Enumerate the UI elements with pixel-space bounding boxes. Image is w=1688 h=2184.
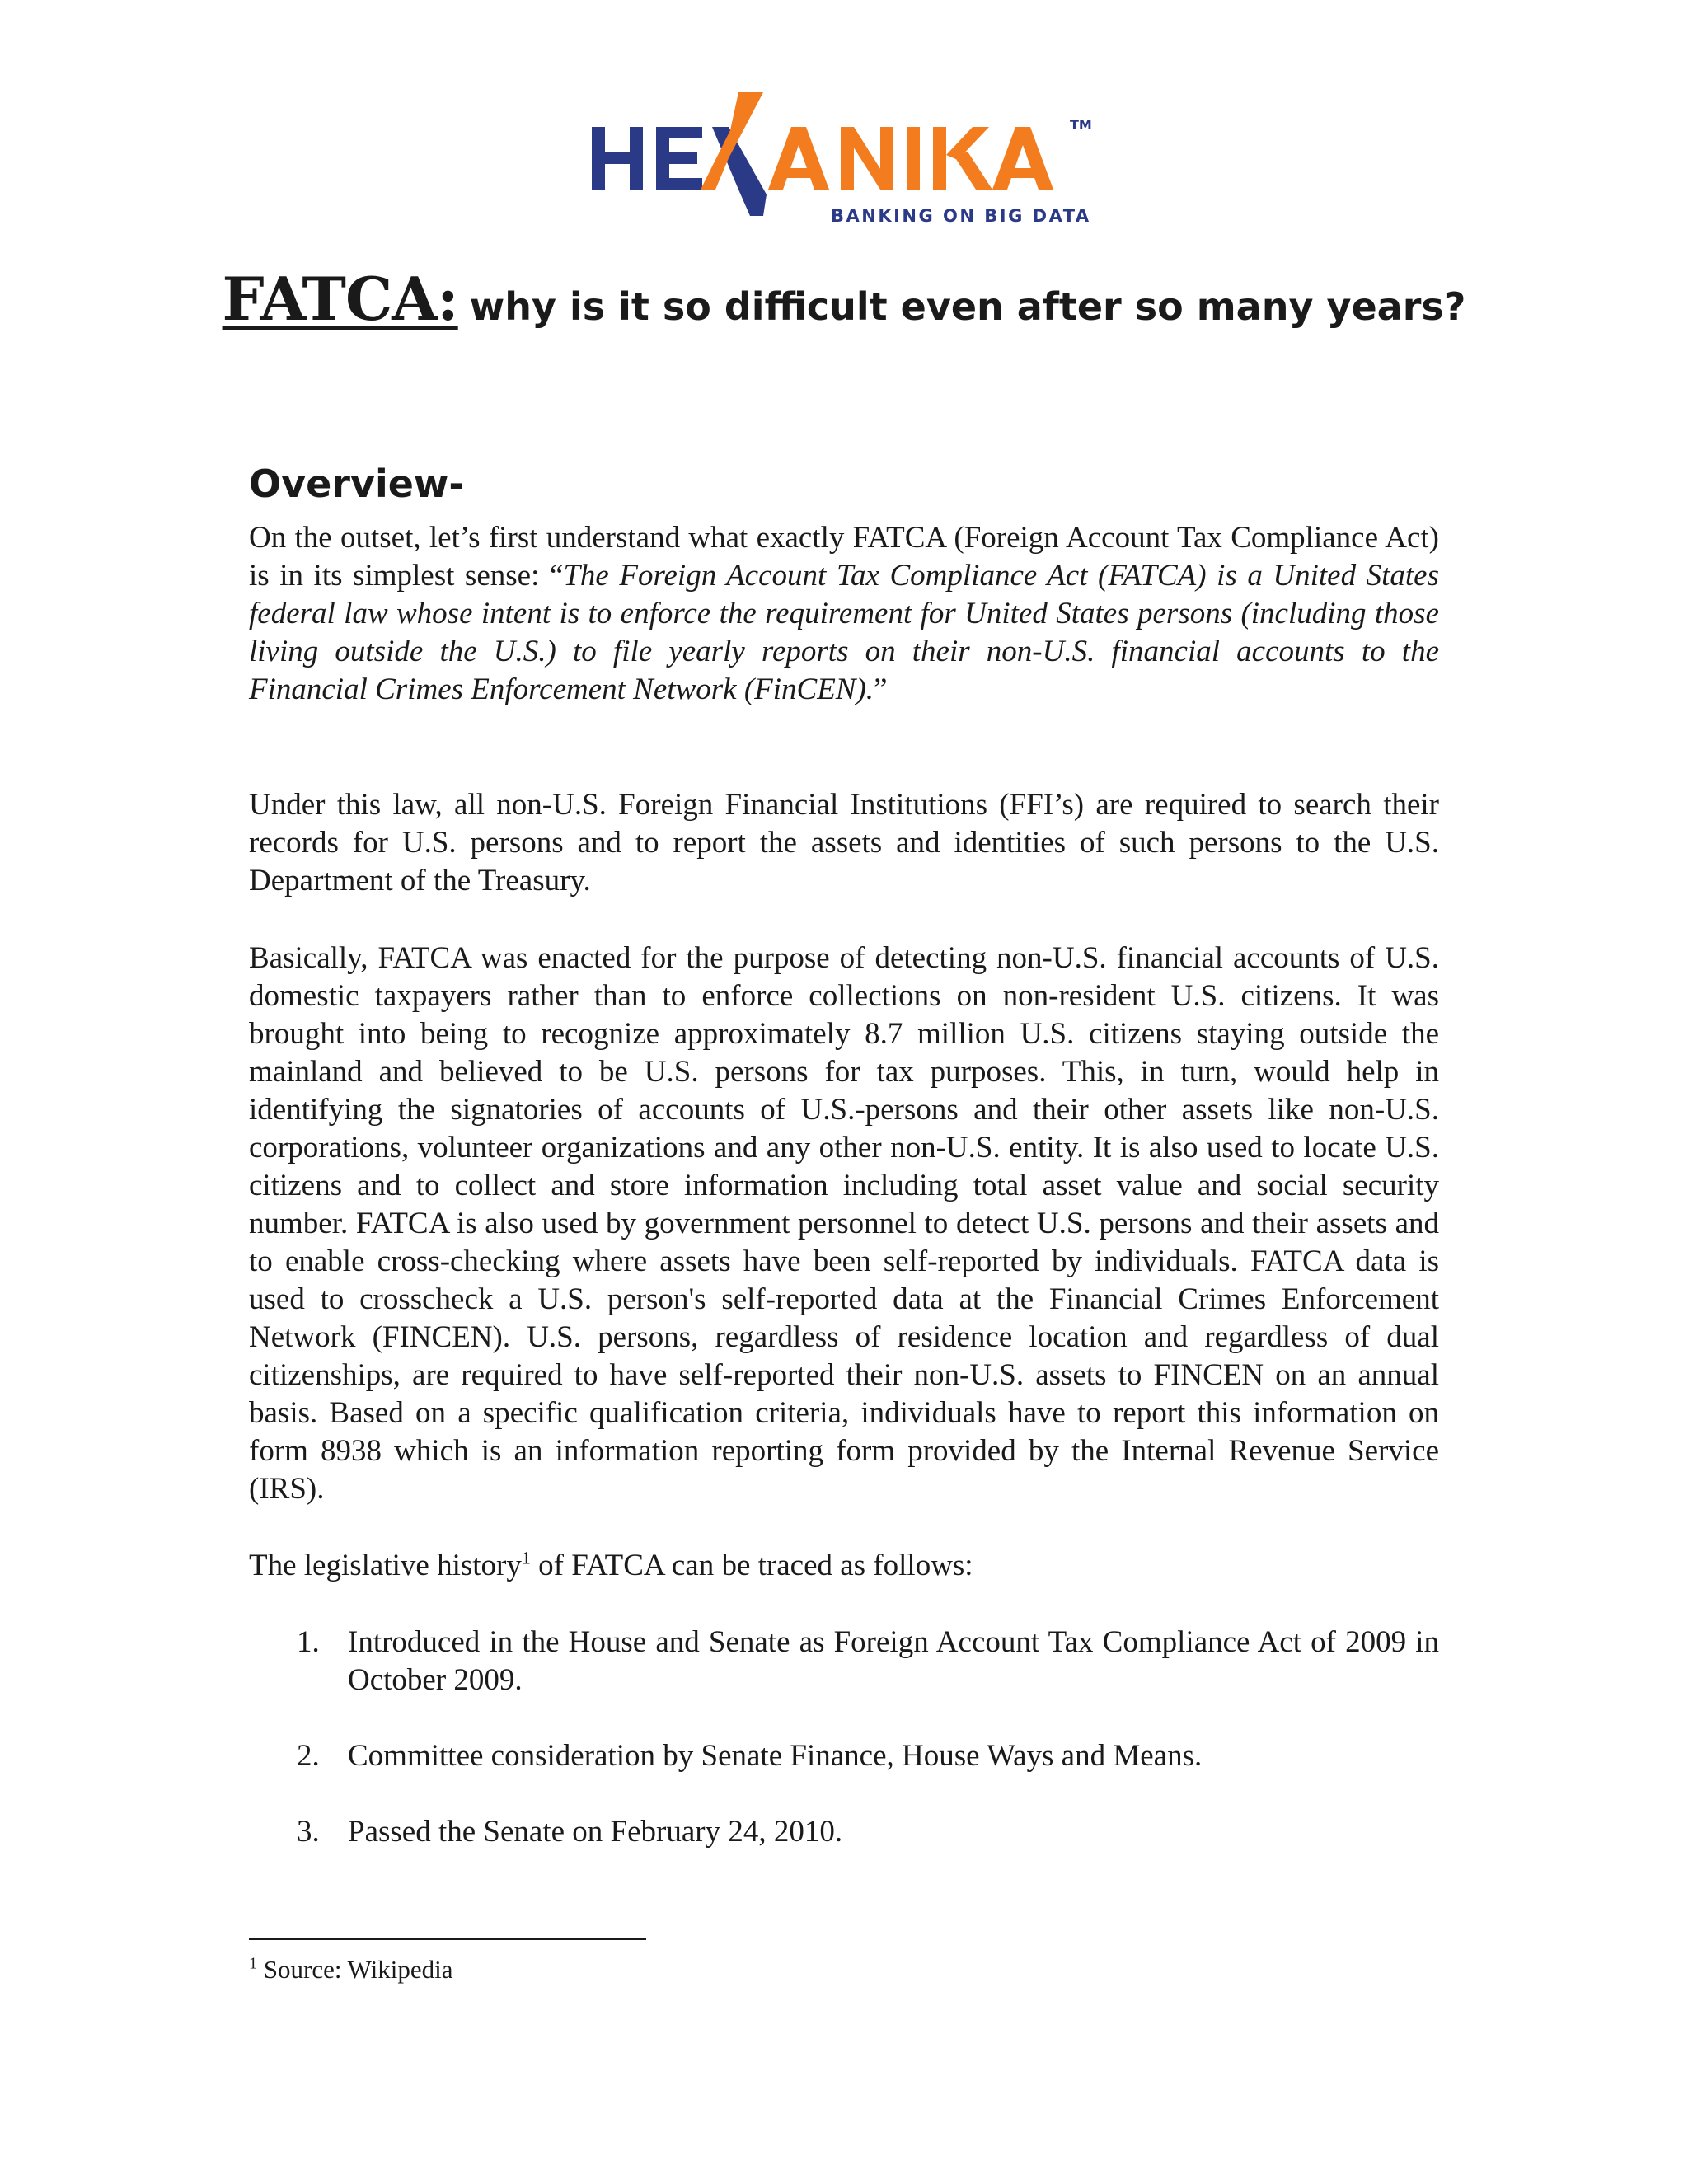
p1-quote: The Foreign Account Tax Compliance Act (FATCA) is a United States federal law whose intent is to enforce the requirement for United States persons (including those living outside the U.S.) to file yearly reports on their non-U.S. financial accounts to the Financial Crimes Enforcement Network (FinCEN). — [249, 559, 1440, 706]
footnote-text: Source: Wikipedia — [263, 1955, 453, 1984]
overview-paragraph-1 — [249, 519, 1439, 709]
footnote-divider — [249, 1938, 646, 1940]
p4-before: The legislative history — [249, 1549, 522, 1582]
p1-close: ” — [874, 673, 888, 706]
list-item-number: 1. — [297, 1625, 320, 1659]
list-item-number: 2. — [297, 1739, 320, 1773]
overview-heading: Overview- — [249, 462, 465, 506]
list-item-text: Passed the Senate on February 24, 2010. — [348, 1815, 843, 1849]
list-item — [249, 1813, 1439, 1851]
list-item-text: Committee consideration by Senate Finance, House Ways and Means. — [348, 1739, 1203, 1773]
footnote-number: 1 — [249, 1954, 257, 1973]
p4-after: of FATCA can be traced as follows: — [530, 1549, 973, 1582]
legislative-history-list — [249, 1624, 1439, 1889]
overview-paragraph-2: Under this law, all non-U.S. Foreign Financial Institutions (FFI’s) are required to search their records for U.S. persons and to report the assets and identities of such persons to the U.S. Department of the Treasury. — [249, 788, 1439, 898]
list-item-text: Introduced in the House and Senate as Foreign Account Tax Compliance Act of 2009 in October 2009. — [348, 1625, 1439, 1697]
logo-tagline: BANKING ON BIG DATA — [831, 206, 1091, 226]
trademark-mark: TM — [1070, 117, 1092, 133]
footnote — [249, 1953, 453, 1986]
list-item — [249, 1624, 1439, 1699]
title-subtitle: why is it so difficult even after so many years? — [469, 284, 1466, 329]
title-main: FATCA: — [222, 264, 458, 334]
document-title — [0, 264, 1688, 334]
overview-paragraph-3: Basically, FATCA was enacted for the purpose of detecting non-U.S. financial accounts of U.S. domestic taxpayers rather than to enforce collections on non-resident U.S. citizens. It was brought into being to recognize approximately 8.7 million U.S. citizens staying outside the mainland and believed to be U.S. persons for tax purposes. This, in turn, would help in identifying the signatories of accounts of U.S.-persons and their other assets like non-U.S. corporations, volunteer organizations and any other non-U.S. entity. It is also used to locate U.S. citizens and to collect and store information including total asset value and social security number. FATCA is also used by government personnel to detect U.S. persons and their assets and to enable cross-checking where assets have been self-reported by individuals. FATCA data is used to crosscheck a U.S. person's self-reported data at the Financial Crimes Enforcement Network (FINCEN). U.S. persons, regardless of residence location and regardless of dual citizenships, are required to have self-reported their non-U.S. assets to FINCEN on an annual basis. Based on a specific qualification criteria, individuals have to report this information on form 8938 which is an information reporting form provided by the Internal Revenue Service (IRS). — [249, 941, 1439, 1506]
footnote-reference[interactable]: 1 — [521, 1547, 531, 1568]
overview-paragraph-4 — [249, 1547, 1439, 1585]
p1-intro: On the outset, let’s first understand what exactly FATCA (Foreign Account Tax Compliance Act) is in its simplest sense: “ — [249, 521, 1439, 593]
list-item — [249, 1737, 1439, 1775]
list-item-number: 3. — [297, 1815, 320, 1849]
hexanika-logo — [592, 92, 1103, 232]
